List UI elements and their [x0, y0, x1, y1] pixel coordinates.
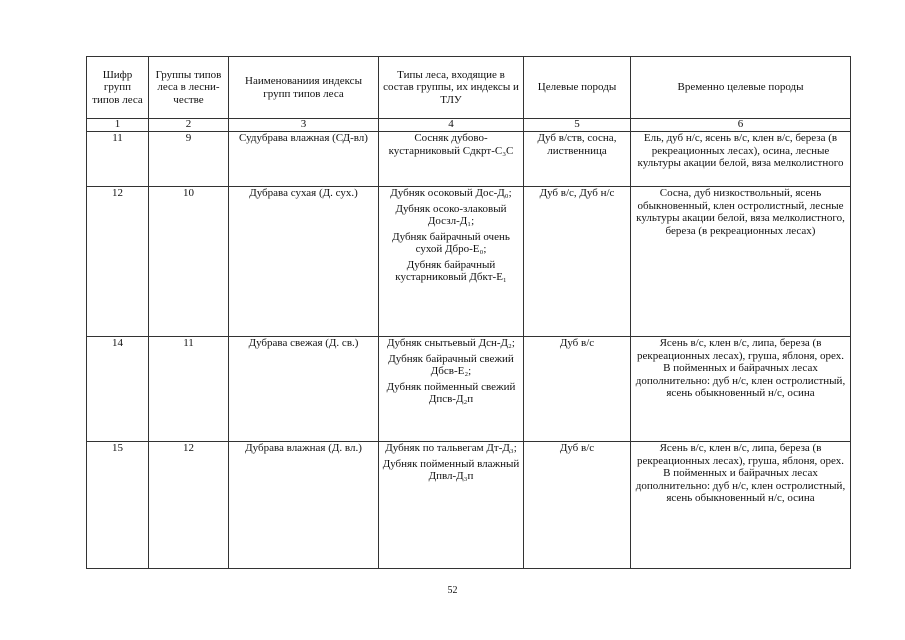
cell-types [379, 132, 524, 187]
cell-group: 9 [149, 132, 229, 187]
cell-name: Дубрава свежая (Д. св.) [229, 337, 379, 442]
forest-type-entry: Дубняк байрачный очень сухой Дбро-Е₀; [392, 230, 510, 255]
cell-name: Дубрава сухая (Д. сух.) [229, 187, 379, 337]
column-number: 1 [87, 119, 149, 132]
table-row [87, 187, 851, 337]
forest-type-entry: Дубняк байрачный кустарниковый Дбкт-Е₁ [395, 258, 507, 283]
cell-temp: Сосна, дуб низкоствольный, ясень обыкновенный, клен остролистный, лесные культуры акации белой, вяза мелколистного, береза (в рекреационных лесах) [631, 187, 851, 337]
column-number: 6 [631, 119, 851, 132]
header-row [87, 57, 851, 119]
header-temp: Временно целевые породы [631, 57, 851, 119]
header-code: Шифр групп типов леса [87, 57, 149, 119]
cell-target: Дуб в/с [524, 337, 631, 442]
table-row [87, 337, 851, 442]
header-group: Группы типов леса в лесни-честве [149, 57, 229, 119]
cell-temp: Ясень в/с, клен в/с, липа, береза (в рекреационных лесах), груша, яблоня, орех. В пойменных и байрачных лесах дополнительно: дуб н/с, клен остролистный, ясень обыкновенный н/с, осина [631, 442, 851, 569]
header-name: Наименованиия индексы групп типов леса [229, 57, 379, 119]
forest-type-entry: Дубняк снытьевый Дсн-Д₂; [387, 337, 515, 349]
forest-type-entry: Дубняк байрачный свежий Дбсв-Е₂; [388, 352, 514, 377]
cell-temp: Ель, дуб н/с, ясень в/с, клен в/с, береза (в рекреационных лесах), осина, лесные культуры акации белой, вяза мелколистного [631, 132, 851, 187]
cell-temp: Ясень в/с, клен в/с, липа, береза (в рекреационных лесах), груша, яблоня, орех. В пойменных и байрачных лесах дополнительно: дуб н/с, клен остролистный, ясень обыкновенный н/с, осина [631, 337, 851, 442]
cell-name: Судубрава влажная (СД-вл) [229, 132, 379, 187]
cell-code: 11 [87, 132, 149, 187]
forest-type-entry: Дубняк пойменный свежий Дпсв-Д₂п [386, 380, 516, 405]
cell-types [379, 442, 524, 569]
cell-code: 12 [87, 187, 149, 337]
cell-target: Дуб в/с, Дуб н/с [524, 187, 631, 337]
forest-type-entry: Сосняк дубово-кустарниковый Сдкрт-С₃С [388, 132, 514, 157]
forest-type-entry: Дубняк осоко-злаковый Досзл-Д₁; [395, 202, 507, 227]
forest-types-table [86, 56, 851, 569]
table-row [87, 442, 851, 569]
cell-name: Дубрава влажная (Д. вл.) [229, 442, 379, 569]
forest-type-entry: Дубняк пойменный влажный Дпвл-Д₃п [382, 457, 520, 482]
column-numbers-row [87, 119, 851, 132]
cell-target: Дуб в/с [524, 442, 631, 569]
page-number: 52 [447, 585, 458, 596]
column-number: 5 [524, 119, 631, 132]
column-number: 4 [379, 119, 524, 132]
cell-target: Дуб в/ств, сосна, лиственница [524, 132, 631, 187]
cell-code: 14 [87, 337, 149, 442]
table-row [87, 132, 851, 187]
cell-types [379, 337, 524, 442]
column-number: 3 [229, 119, 379, 132]
header-target: Целевые породы [524, 57, 631, 119]
cell-group: 11 [149, 337, 229, 442]
cell-code: 15 [87, 442, 149, 569]
cell-group: 10 [149, 187, 229, 337]
header-types: Типы леса, входящие в состав группы, их индексы и ТЛУ [379, 57, 524, 119]
column-number: 2 [149, 119, 229, 132]
cell-types [379, 187, 524, 337]
forest-type-entry: Дубняк по тальвегам Дт-Д₃; [385, 442, 517, 454]
forest-type-entry: Дубняк осоковый Дос-Д₀; [390, 187, 512, 199]
cell-group: 12 [149, 442, 229, 569]
